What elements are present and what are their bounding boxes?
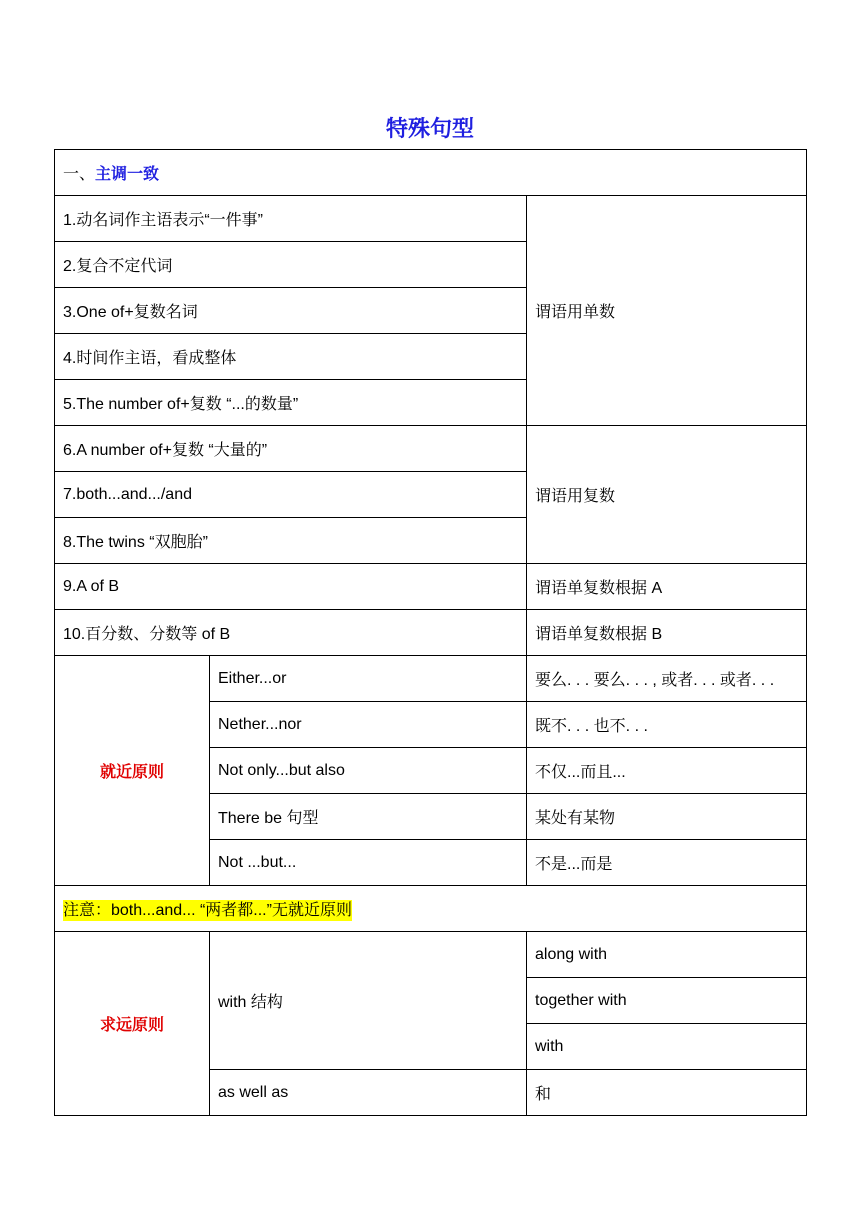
meaning-cell: 和 <box>527 1070 807 1116</box>
rule-cell: 7.both...and.../and <box>55 472 527 518</box>
rule-cell: 9.A of B <box>55 564 527 610</box>
meaning-cell: 不是...而是 <box>527 840 807 886</box>
rule-cell: 2.复合不定代词 <box>55 242 527 288</box>
grammar-table <box>54 149 807 1116</box>
pattern-cell: as well as <box>210 1070 527 1116</box>
section-header <box>55 150 807 196</box>
rule-cell: 6.A number of+复数 “大量的” <box>55 426 527 472</box>
pattern-cell: Nether...nor <box>210 702 527 748</box>
rule-cell: 4.时间作主语，看成整体 <box>55 334 527 380</box>
table-row <box>55 610 807 656</box>
with-item-cell: with <box>527 1024 807 1070</box>
meaning-cell: 某处有某物 <box>527 794 807 840</box>
note-cell <box>55 886 807 932</box>
meaning-cell: 既不. . . 也不. . . <box>527 702 807 748</box>
rule-cell: 3.One of+复数名词 <box>55 288 527 334</box>
with-item-cell: together with <box>527 978 807 1024</box>
section-header-row <box>55 150 807 196</box>
rule-cell: 10.百分数、分数等 of B <box>55 610 527 656</box>
rule-result-cell: 谓语单复数根据 B <box>527 610 807 656</box>
singular-group-cell: 谓语用单数 <box>527 196 807 426</box>
highlighted-note: 注意：both...and... “两者都...”无就近原则 <box>63 902 352 919</box>
rule-cell: 8.The twins “双胞胎” <box>55 518 527 564</box>
table-row <box>55 932 807 978</box>
page-title: 特殊句型 <box>385 116 474 141</box>
meaning-cell: 要么. . . 要么. . . , 或者. . . 或者. . . <box>527 656 807 702</box>
plural-group-cell: 谓语用复数 <box>527 426 807 564</box>
meaning-cell: 不仅...而且... <box>527 748 807 794</box>
pattern-cell: Not ...but... <box>210 840 527 886</box>
table-row <box>55 564 807 610</box>
table-row <box>55 426 807 472</box>
section-label: 主调一致 <box>95 166 160 183</box>
note-row <box>55 886 807 932</box>
rule-cell: 1.动名词作主语表示“一件事” <box>55 196 527 242</box>
pattern-cell: Not only...but also <box>210 748 527 794</box>
table-row <box>55 656 807 702</box>
with-structure-cell: with 结构 <box>210 932 527 1070</box>
section-prefix: 一、 <box>63 166 96 183</box>
table-row <box>55 196 807 242</box>
distance-label: 求远原则 <box>55 932 210 1116</box>
rule-cell: 5.The number of+复数 “...的数量” <box>55 380 527 426</box>
pattern-cell: There be 句型 <box>210 794 527 840</box>
pattern-cell: Either...or <box>210 656 527 702</box>
rule-result-cell: 谓语单复数根据 A <box>527 564 807 610</box>
with-item-cell: along with <box>527 932 807 978</box>
proximity-label: 就近原则 <box>55 656 210 886</box>
